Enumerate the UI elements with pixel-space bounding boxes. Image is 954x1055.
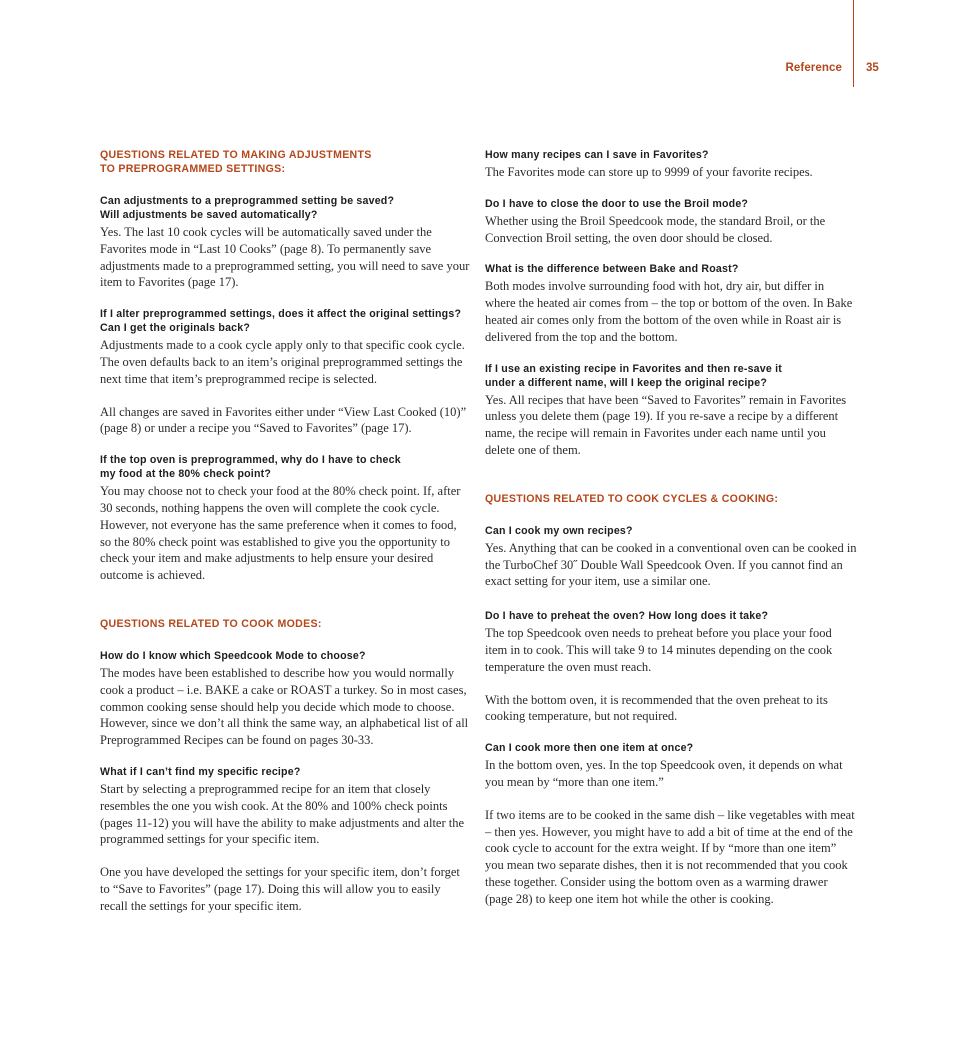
right-column (485, 148, 857, 924)
answer-multiple-items-2: If two items are to be cooked in the same dish – like vegetables with meat – then yes. However, you might have to add a bit of time at the end of the cook cycle to account for the extra weight. If by “more than one item” you mean two separate dishes, then it is not recommended that you cook these together. Consider using the bottom oven as a warming drawer (page 28) to keep one item hot while the other is cooking. (485, 807, 855, 906)
answer-find-recipe-2: One you have developed the settings for your specific item, don’t forget to “Save to Favorites” (page 17). Doing this will allow you to easily recall the settings for your specific item. (100, 865, 460, 913)
answer-choose-mode: The modes have been established to describe how you would normally cook a product – i.e. BAKE a cake or ROAST a turkey. So in most cases, common cooking sense should help you decide which mode to choose. However, since we don’t all think the same way, an alphabetical list of all Preprogrammed Recipes can be found on pages 30-33. (100, 665, 469, 748)
answer-find-recipe-1: Start by selecting a preprogrammed recipe for an item that closely resembles the one you wish cook. At the 80% and 100% check points (pages 11-12) you will have the ability to make adjustments and alter the programmed settings for your specific item. (100, 781, 465, 847)
answer-own-recipes: Yes. Anything that can be cooked in a conventional oven can be cooked in the TurboChef 30˝ Double Wall Speedcook Oven. If you cannot find an exact setting for your item, use a similar one. (485, 540, 857, 589)
question-own-recipes: Can I cook my own recipes? (485, 524, 633, 537)
section-heading-cook-modes: QUESTIONS RELATED TO COOK MODES: (100, 617, 322, 630)
question-choose-mode: How do I know which Speedcook Mode to choose? (100, 649, 366, 662)
answer-alter-settings-1: Adjustments made to a cook cycle apply only to that specific cook cycle. The oven defaults back to an item’s original preprogrammed settings the next time that item’s preprogrammed recipe is selected. (100, 338, 465, 386)
answer-check-point: You may choose not to check your food at the 80% check point. If, after 30 seconds, nothing happens the oven will complete the cook cycle. However, not everyone has the same preference when it comes to food, so the 80% check point was established to give you the opportunity to check your item and make adjustments to help ensure your desired outcome is achieved. (100, 484, 461, 583)
question-resave-recipe: If I use an existing recipe in Favorites and then re-save it under a different name, will I keep the original recipe? (485, 362, 782, 389)
section-heading-cook-cycles: QUESTIONS RELATED TO COOK CYCLES & COOKING: (485, 492, 779, 505)
running-header-section: Reference (785, 62, 842, 74)
answer-alter-settings-2: All changes are saved in Favorites either under “View Last Cooked (10)” (page 8) or under a recipe you “Saved to Favorites” (page 17). (100, 404, 467, 436)
question-broil-door: Do I have to close the door to use the Broil mode? (485, 197, 749, 210)
question-check-point: If the top oven is preprogrammed, why do I have to check my food at the 80% check point? (100, 454, 401, 481)
answer-bake-vs-roast: Both modes involve surrounding food with hot, dry air, but differ in where the heated air comes from – the top or bottom of the oven. In Bake heated air comes only from the bottom of the oven while in Roast air is delivered from the top and the bottom. (485, 279, 853, 344)
answer-recipes-count: The Favorites mode can store up to 9999 of your favorite recipes. (485, 165, 813, 179)
answer-broil-door: Whether using the Broil Speedcook mode, the standard Broil, or the Convection Broil setting, the oven door should be closed. (485, 213, 826, 245)
question-find-recipe: What if I can’t find my specific recipe? (100, 765, 301, 778)
header-divider (853, 0, 854, 87)
question-multiple-items: Can I cook more then one item at once? (485, 742, 694, 755)
question-preheat: Do I have to preheat the oven? How long does it take? (485, 610, 769, 623)
answer-preheat-1: The top Speedcook oven needs to preheat before you place your food item in to cook. This will take 9 to 14 minutes depending on the cook temperature the oven must reach. (485, 626, 833, 674)
question-adjustments-saved: Can adjustments to a preprogrammed setting be saved? Will adjustments be saved automatically? (100, 195, 395, 221)
answer-resave-recipe: Yes. All recipes that have been “Saved to Favorites” remain in Favorites unless you delete them (page 19). If you re-save a recipe by a different name, the recipe will remain in Favorites under each name until you delete one of them. (485, 392, 847, 457)
answer-multiple-items-1: In the bottom oven, yes. In the top Speedcook oven, it depends on what you mean by “more than one item.” (485, 758, 843, 789)
question-bake-vs-roast: What is the difference between Bake and Roast? (485, 263, 739, 276)
question-alter-settings: If I alter preprogrammed settings, does it affect the original settings? Can I get the originals back? (100, 308, 462, 335)
answer-preheat-2: With the bottom oven, it is recommended that the oven preheat to its cooking temperature, but not required. (485, 692, 828, 724)
answer-adjustments-saved: Yes. The last 10 cook cycles will be automatically saved under the Favorites mode in “Last 10 Cooks” (page 8). To permanently save adjustments made to a preprogrammed setting, you will need to save your item to Favorites (page 17). (100, 225, 470, 290)
left-column (100, 148, 470, 931)
section-heading-adjustments: QUESTIONS RELATED TO MAKING ADJUSTMENTS TO PREPROGRAMMED SETTINGS: (100, 149, 372, 175)
question-recipes-count: How many recipes can I save in Favorites? (485, 149, 709, 161)
page-number: 35 (866, 62, 879, 74)
